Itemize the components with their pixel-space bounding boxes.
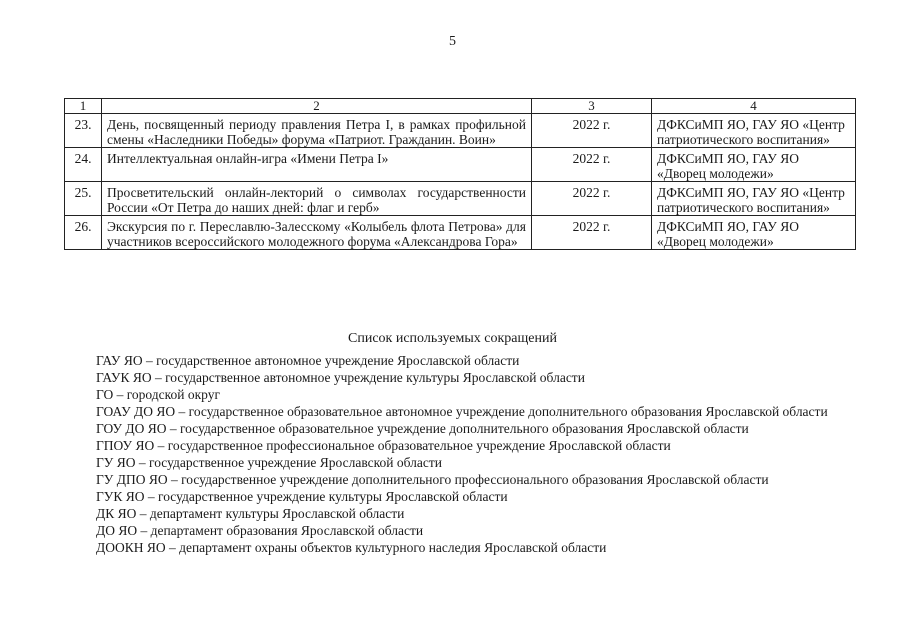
row-number: 24. xyxy=(65,148,102,182)
column-header: 1 xyxy=(65,99,102,114)
table-row xyxy=(65,182,856,216)
events-table xyxy=(64,98,856,250)
row-number: 26. xyxy=(65,216,102,250)
abbreviations-title: Список используемых сокращений xyxy=(348,331,557,346)
abbreviation-item: ГПОУ ЯО – государственное профессиональное образовательное учреждение Ярославской области xyxy=(96,438,671,453)
event-name: День, посвященный периоду правления Петра I, в рамках профильной смены «Наследники Победы» форума «Патриот. Гражданин. Воин» xyxy=(102,114,532,148)
event-name: Просветительский онлайн-лекторий о символах государственности России «От Петра до наших дней: флаг и герб» xyxy=(102,182,532,216)
abbreviation-item: ГАУК ЯО – государственное автономное учреждение культуры Ярославской области xyxy=(96,370,585,385)
table-row xyxy=(65,114,856,148)
event-name: Интеллектуальная онлайн-игра «Имени Петра I» xyxy=(102,148,532,182)
event-year: 2022 г. xyxy=(532,216,652,250)
abbreviation-item: ДО ЯО – департамент образования Ярославской области xyxy=(96,523,424,538)
column-header: 4 xyxy=(652,99,856,114)
event-year: 2022 г. xyxy=(532,114,652,148)
column-header: 2 xyxy=(102,99,532,114)
table-row xyxy=(65,148,856,182)
page-number: 5 xyxy=(449,34,456,49)
event-year: 2022 г. xyxy=(532,182,652,216)
table-row xyxy=(65,216,856,250)
row-number: 23. xyxy=(65,114,102,148)
event-organizer: ДФКСиМП ЯО, ГАУ ЯО «Дворец молодежи» xyxy=(652,216,856,250)
abbreviation-item: ГО – городской округ xyxy=(96,387,221,402)
event-name: Экскурсия по г. Переславлю-Залесскому «Колыбель флота Петрова» для участников всероссийского молодежного форума «Александрова Гора» xyxy=(102,216,532,250)
abbreviation-item: ДК ЯО – департамент культуры Ярославской области xyxy=(96,506,405,521)
abbreviation-item: ГОУ ДО ЯО – государственное образовательное учреждение дополнительного образования Ярославской области xyxy=(96,421,749,436)
table-header-row xyxy=(65,99,856,114)
abbreviation-item: ГУ ДПО ЯО – государственное учреждение дополнительного профессионального образования Ярославской области xyxy=(96,472,769,487)
event-organizer: ДФКСиМП ЯО, ГАУ ЯО «Центр патриотического воспитания» xyxy=(652,114,856,148)
abbreviations-list xyxy=(60,352,846,556)
abbreviation-item: ДООКН ЯО – департамент охраны объектов культурного наследия Ярославской области xyxy=(96,540,607,555)
event-organizer: ДФКСиМП ЯО, ГАУ ЯО «Дворец молодежи» xyxy=(652,148,856,182)
abbreviation-item: ГОАУ ДО ЯО – государственное образовательное автономное учреждение дополнительного образования Ярославской области xyxy=(96,404,828,419)
abbreviation-item: ГУК ЯО – государственное учреждение культуры Ярославской области xyxy=(96,489,508,504)
event-organizer: ДФКСиМП ЯО, ГАУ ЯО «Центр патриотического воспитания» xyxy=(652,182,856,216)
abbreviation-item: ГУ ЯО – государственное учреждение Ярославской области xyxy=(96,455,442,470)
column-header: 3 xyxy=(532,99,652,114)
row-number: 25. xyxy=(65,182,102,216)
abbreviation-item: ГАУ ЯО – государственное автономное учреждение Ярославской области xyxy=(96,353,520,368)
event-year: 2022 г. xyxy=(532,148,652,182)
